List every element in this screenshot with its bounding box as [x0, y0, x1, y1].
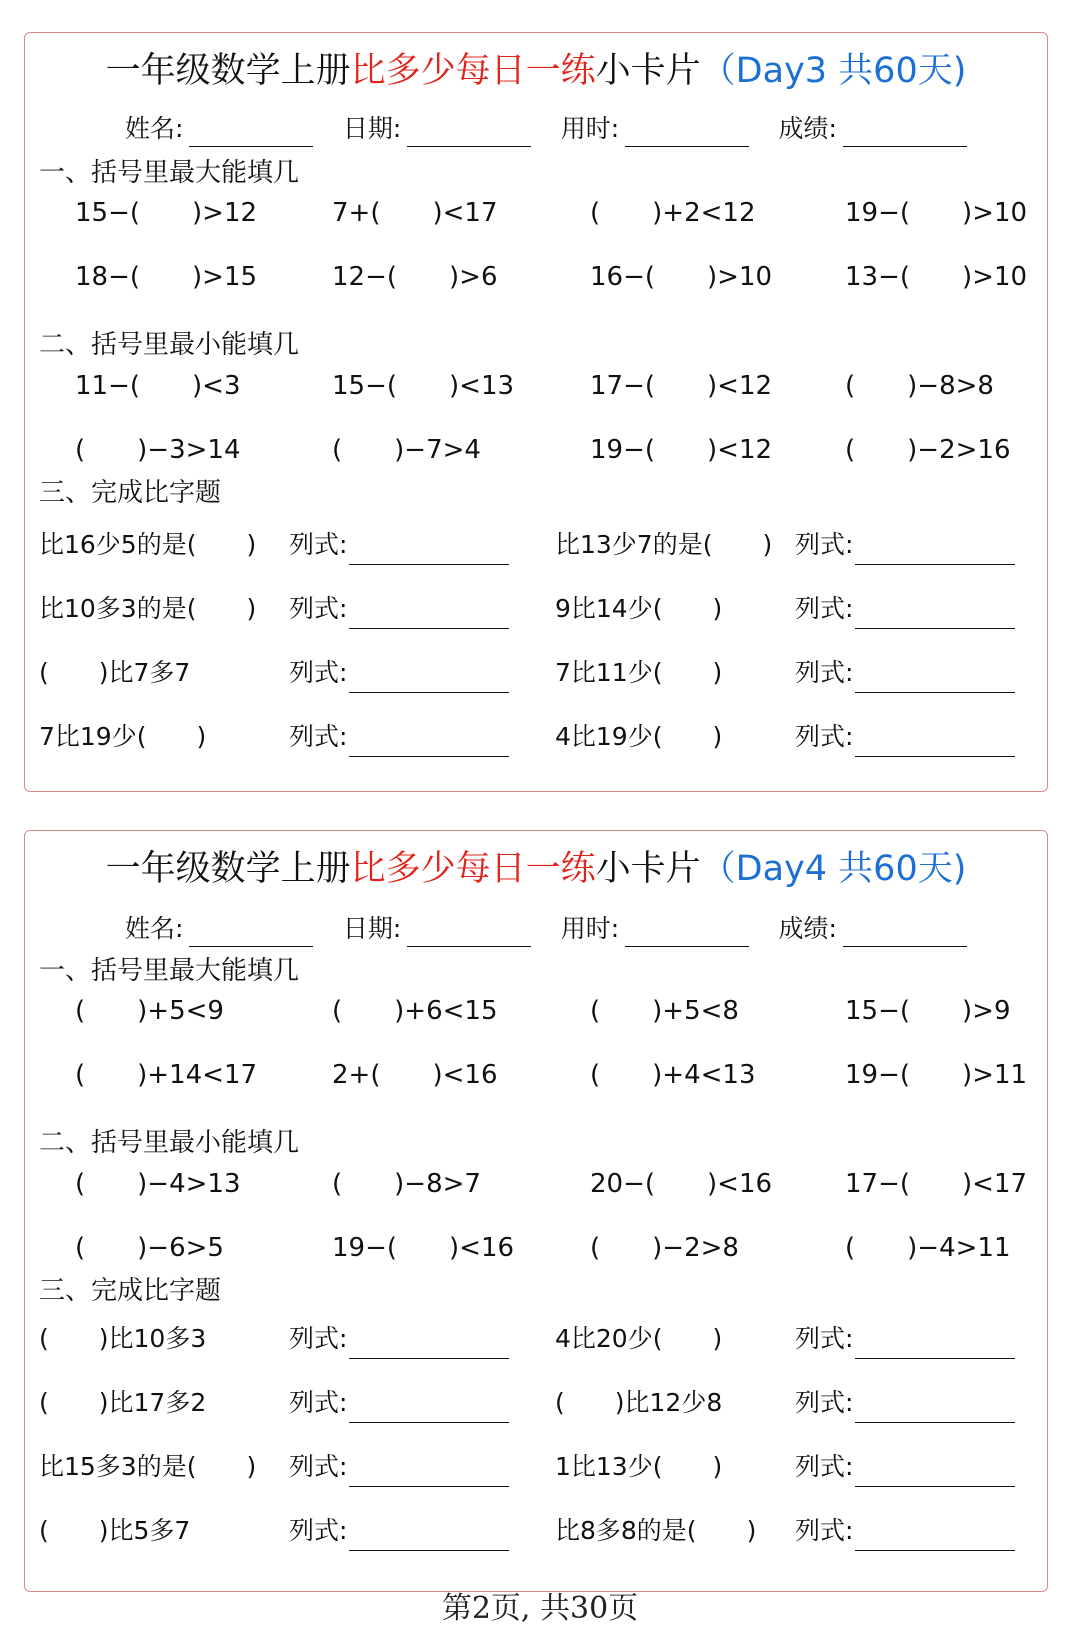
fill-question[interactable]: ( )+14<17	[75, 1060, 258, 1090]
fill-question[interactable]: ( )+2<12	[590, 198, 756, 228]
word-question[interactable]: 比13少7的是( )	[555, 530, 773, 559]
formula-field[interactable]: 列式:	[289, 1319, 509, 1359]
formula-field[interactable]: 列式:	[289, 1383, 509, 1423]
fill-question[interactable]: 19−( )<12	[590, 435, 773, 465]
fill-question[interactable]: 15−( )>12	[75, 198, 258, 228]
question-row	[25, 193, 1047, 233]
fill-question[interactable]: 19−( )<16	[332, 1233, 515, 1263]
formula-blank[interactable]	[855, 536, 1015, 565]
section2-heading: 二、括号里最小能填几	[39, 330, 300, 360]
page-footer: 第2页, 共30页	[441, 1591, 639, 1626]
fill-question[interactable]: ( )−8>8	[845, 371, 994, 401]
fill-question[interactable]: ( )−4>11	[845, 1233, 1011, 1263]
fill-question[interactable]: 16−( )>10	[590, 262, 773, 292]
title-day: （Day3 共60天)	[700, 51, 967, 91]
card-title	[25, 47, 1047, 95]
section3-heading: 三、完成比字题	[39, 478, 222, 508]
date-blank[interactable]	[407, 922, 531, 947]
formula-blank[interactable]	[855, 1522, 1015, 1551]
card-title	[25, 845, 1047, 893]
fill-question[interactable]: 7+( )<17	[332, 198, 498, 228]
formula-blank[interactable]	[349, 600, 509, 629]
date-blank[interactable]	[407, 122, 531, 147]
score-field[interactable]: 成绩:	[779, 911, 967, 947]
fill-question[interactable]: ( )−3>14	[75, 435, 241, 465]
word-question[interactable]: 比15多3的是( )	[39, 1452, 257, 1481]
formula-field[interactable]: 列式:	[795, 589, 1015, 629]
formula-field[interactable]: 列式:	[795, 525, 1015, 565]
section3-heading: 三、完成比字题	[39, 1276, 222, 1306]
info-row	[125, 111, 967, 147]
fill-question[interactable]: 15−( )<13	[332, 371, 515, 401]
formula-blank[interactable]	[855, 600, 1015, 629]
name-field[interactable]: 姓名:	[125, 111, 313, 147]
info-row	[125, 911, 967, 947]
section2-heading: 二、括号里最小能填几	[39, 1128, 300, 1158]
word-question[interactable]: ( )比17多2	[39, 1388, 207, 1417]
title-topic: 比多少每日一练	[350, 849, 596, 889]
formula-blank[interactable]	[855, 1394, 1015, 1423]
fill-question[interactable]: 13−( )>10	[845, 262, 1028, 292]
formula-field[interactable]: 列式:	[795, 1511, 1015, 1551]
word-problem-row	[25, 1383, 1047, 1423]
word-question[interactable]: 比16少5的是( )	[39, 530, 257, 559]
fill-question[interactable]: 17−( )<12	[590, 371, 773, 401]
fill-question[interactable]: 2+( )<16	[332, 1060, 498, 1090]
word-question[interactable]: 4比19少( )	[555, 722, 723, 751]
fill-question[interactable]: ( )−4>13	[75, 1169, 241, 1199]
word-question[interactable]: 7比11少( )	[555, 658, 723, 687]
title-card: 小卡片	[595, 51, 701, 91]
formula-field[interactable]: 列式:	[289, 717, 509, 757]
fill-question[interactable]: ( )−7>4	[332, 435, 481, 465]
formula-field[interactable]: 列式:	[289, 653, 509, 693]
word-problem-row	[25, 525, 1047, 565]
fill-question[interactable]: ( )+6<15	[332, 996, 498, 1026]
question-row	[25, 366, 1047, 406]
time-field[interactable]: 用时:	[561, 111, 749, 147]
fill-question[interactable]: 17−( )<17	[845, 1169, 1028, 1199]
word-question[interactable]: ( )比7多7	[39, 658, 191, 687]
title-grade: 一年级数学上册	[105, 51, 351, 91]
formula-field[interactable]: 列式:	[795, 1319, 1015, 1359]
worksheet-card-day4	[24, 830, 1048, 1592]
date-field[interactable]: 日期:	[343, 111, 531, 147]
fill-question[interactable]: ( )−6>5	[75, 1233, 224, 1263]
formula-blank[interactable]	[349, 1330, 509, 1359]
title-topic: 比多少每日一练	[350, 51, 596, 91]
title-grade: 一年级数学上册	[105, 849, 351, 889]
fill-question[interactable]: 19−( )>11	[845, 1060, 1028, 1090]
formula-blank[interactable]	[349, 536, 509, 565]
formula-blank[interactable]	[349, 1458, 509, 1487]
time-field[interactable]: 用时:	[561, 911, 749, 947]
name-blank[interactable]	[189, 122, 313, 147]
fill-question[interactable]: ( )+5<9	[75, 996, 224, 1026]
word-problem-row	[25, 589, 1047, 629]
word-problem-row	[25, 653, 1047, 693]
time-blank[interactable]	[625, 922, 749, 947]
fill-question[interactable]: 18−( )>15	[75, 262, 258, 292]
fill-question[interactable]: 11−( )<3	[75, 371, 241, 401]
title-day: （Day4 共60天)	[700, 849, 967, 889]
score-blank[interactable]	[843, 922, 967, 947]
word-question[interactable]: 7比19少( )	[39, 722, 207, 751]
formula-field[interactable]: 列式:	[795, 1447, 1015, 1487]
formula-blank[interactable]	[349, 664, 509, 693]
word-question[interactable]: ( )比12少8	[555, 1388, 723, 1417]
formula-blank[interactable]	[855, 728, 1015, 757]
formula-blank[interactable]	[855, 1330, 1015, 1359]
fill-question[interactable]: ( )−2>16	[845, 435, 1011, 465]
word-problem-row	[25, 1511, 1047, 1551]
time-blank[interactable]	[625, 122, 749, 147]
formula-field[interactable]: 列式:	[289, 1447, 509, 1487]
fill-question[interactable]: 12−( )>6	[332, 262, 498, 292]
date-field[interactable]: 日期:	[343, 911, 531, 947]
word-question[interactable]: 比8多8的是( )	[555, 1516, 757, 1545]
word-question[interactable]: 比10多3的是( )	[39, 594, 257, 623]
worksheet-card-day3	[24, 32, 1048, 792]
name-field[interactable]: 姓名:	[125, 911, 313, 947]
formula-field[interactable]: 列式:	[795, 1383, 1015, 1423]
formula-blank[interactable]	[855, 1458, 1015, 1487]
fill-question[interactable]: ( )−8>7	[332, 1169, 481, 1199]
formula-field[interactable]: 列式:	[795, 717, 1015, 757]
fill-question[interactable]: ( )+4<13	[590, 1060, 756, 1090]
fill-question[interactable]: ( )−2>8	[590, 1233, 739, 1263]
question-row	[25, 1055, 1047, 1095]
score-field[interactable]: 成绩:	[779, 111, 967, 147]
word-question[interactable]: 1比13少( )	[555, 1452, 723, 1481]
word-question[interactable]: 4比20少( )	[555, 1324, 723, 1353]
formula-field[interactable]: 列式:	[289, 589, 509, 629]
word-problem-row	[25, 717, 1047, 757]
fill-question[interactable]: 20−( )<16	[590, 1169, 773, 1199]
word-question[interactable]: 9比14少( )	[555, 594, 723, 623]
formula-blank[interactable]	[349, 1394, 509, 1423]
score-blank[interactable]	[843, 122, 967, 147]
question-row	[25, 991, 1047, 1031]
fill-question[interactable]: 15−( )>9	[845, 996, 1011, 1026]
fill-question[interactable]: 19−( )>10	[845, 198, 1028, 228]
question-row	[25, 257, 1047, 297]
formula-blank[interactable]	[349, 1522, 509, 1551]
word-problem-row	[25, 1319, 1047, 1359]
question-row	[25, 1228, 1047, 1268]
word-question[interactable]: ( )比5多7	[39, 1516, 191, 1545]
word-question[interactable]: ( )比10多3	[39, 1324, 207, 1353]
formula-field[interactable]: 列式:	[289, 525, 509, 565]
question-row	[25, 1164, 1047, 1204]
formula-blank[interactable]	[349, 728, 509, 757]
question-row	[25, 430, 1047, 470]
formula-blank[interactable]	[855, 664, 1015, 693]
formula-field[interactable]: 列式:	[795, 653, 1015, 693]
word-problem-row	[25, 1447, 1047, 1487]
formula-field[interactable]: 列式:	[289, 1511, 509, 1551]
fill-question[interactable]: ( )+5<8	[590, 996, 739, 1026]
section1-heading: 一、括号里最大能填几	[39, 158, 300, 188]
name-blank[interactable]	[189, 922, 313, 947]
title-card: 小卡片	[595, 849, 701, 889]
section1-heading: 一、括号里最大能填几	[39, 956, 300, 986]
